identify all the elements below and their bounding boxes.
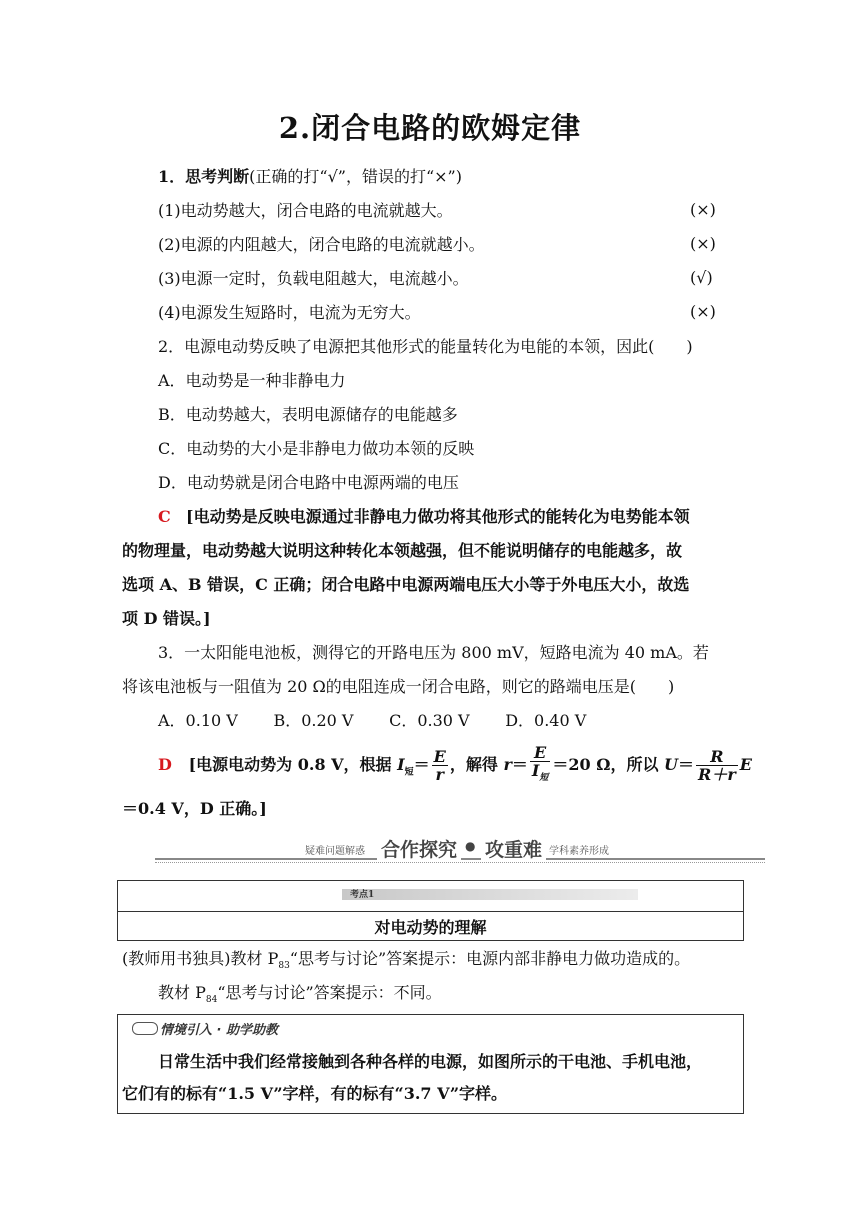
- frac-den-sub: 短: [539, 773, 549, 784]
- q1-instruction: (正确的打“√”，错误的打“×”): [249, 167, 462, 186]
- banner-rule-dotted: [155, 862, 765, 863]
- q3-options: [158, 710, 586, 732]
- var-i: I: [397, 755, 405, 775]
- q3-option-a: A．0.10 V: [158, 711, 238, 730]
- scenario-header: 情境引入 · 助学助教: [160, 1023, 278, 1038]
- frac-num-r: R: [696, 748, 738, 766]
- banner-right-text: 学科素养形成: [545, 842, 613, 857]
- q1-mark-3: (√): [690, 268, 713, 287]
- q3-explain-c: ＝20 Ω，所以: [552, 755, 665, 775]
- section-banner: [155, 836, 765, 866]
- scenario-line-2: 它们有的标有“1.5 V”字样，有的标有“3.7 V”字样。: [122, 1084, 508, 1103]
- tag-bar: [342, 889, 638, 900]
- chevron-right-icon: ●: [461, 839, 479, 853]
- box-divider: [118, 911, 743, 912]
- q3-stem-2: 将该电池板与一阻值为 20 Ω的电阻连成一闭合电路，则它的路端电压是( ): [122, 677, 675, 696]
- fraction-r-over-rr: [696, 748, 738, 783]
- q1-item-4: (4)电源发生短路时，电流为无穷大。: [158, 303, 421, 322]
- teacher-note-2b: “思考与讨论”答案提示：不同。: [217, 983, 442, 1002]
- key-point-tag: 考点1: [350, 890, 375, 900]
- banner-main-1: 合作探究: [377, 835, 461, 862]
- q2-answer: C: [158, 507, 171, 526]
- q3-stem-1: 3．一太阳能电池板，测得它的开路电压为 800 mV，短路电流为 40 mA。若: [158, 643, 709, 662]
- teacher-note-2: [158, 982, 442, 1011]
- key-point-heading: 对电动势的理解: [374, 918, 487, 937]
- q1-item-3: (3)电源一定时，负载电阻越大，电流越小。: [158, 269, 469, 288]
- q2-option-d: D．电动势就是闭合电路中电源两端的电压: [158, 473, 459, 492]
- banner-main-2: 攻重难: [481, 835, 546, 862]
- frac-den-i: I: [531, 761, 540, 780]
- q1-item-1: (1)电动势越大，闭合电路的电流就越大。: [158, 201, 453, 220]
- q3-option-b: B．0.20 V: [273, 711, 354, 730]
- frac-num-e: E: [433, 747, 446, 767]
- teacher-note-1b: “思考与讨论”答案提示：电源内部非静电力做功造成的。: [289, 949, 691, 968]
- frac-den-ishort: [530, 762, 551, 787]
- q3-option-d: D．0.40 V: [505, 711, 587, 730]
- fraction-e-over-r: [432, 748, 448, 783]
- q3-explain-a: [电源电动势为 0.8 V，根据: [188, 755, 398, 775]
- teacher-note-1-page: 83: [278, 961, 290, 972]
- teacher-note-1a: (教师用书独具)教材 P: [122, 949, 279, 968]
- q1-item-2: (2)电源的内阻越大，闭合电路的电流就越小。: [158, 235, 485, 254]
- q2-explain-4: 项 D 错误。]: [122, 609, 211, 628]
- frac-den-rr: R＋r: [698, 765, 736, 785]
- q2-explain-3: 选项 A、B 错误，C 正确；闭合电路中电源两端电压大小等于外电压大小，故选: [122, 575, 690, 594]
- q2-explain-1: [158, 506, 690, 528]
- teacher-note-2a: 教材 P: [158, 983, 206, 1002]
- sub-short: 短: [404, 767, 414, 778]
- q1-mark-2: (×): [690, 234, 716, 253]
- var-r: r: [503, 755, 512, 775]
- q3-explain: [158, 744, 752, 790]
- eq-sign-2: ＝: [511, 755, 528, 775]
- scenario-box: [117, 1014, 744, 1114]
- q3-explain-b: ，解得: [449, 755, 504, 775]
- q2-explain-text-1: [电动势是反映电源通过非静电力做功将其他形式的能转化为电势能本领: [186, 507, 690, 526]
- q2-stem: 2．电源电动势反映了电源把其他形式的能量转化为电能的本领，因此( ): [158, 337, 693, 356]
- q1-prompt: [158, 166, 462, 188]
- teacher-note-2-page: 84: [205, 995, 218, 1006]
- banner-left-text: 疑难问题解惑: [301, 842, 369, 857]
- fraction-e-over-ishort: [530, 744, 551, 787]
- eq-sign-3: ＝: [678, 755, 695, 775]
- frac-den-r: r: [435, 765, 444, 785]
- q3-answer: D: [158, 755, 172, 775]
- q1-number: 1．: [158, 167, 186, 186]
- scenario-line-1: 日常生活中我们经常接触到各种各样的电源，如图所示的干电池、手机电池，: [158, 1052, 703, 1071]
- frac-num-e-2: E: [530, 744, 551, 762]
- eq-sign: ＝: [413, 755, 430, 775]
- teacher-note-1: [122, 948, 690, 977]
- var-u: U: [664, 755, 678, 775]
- q1-heading: 思考判断: [185, 167, 250, 186]
- q2-option-a: A．电动势是一种非静电力: [158, 371, 346, 390]
- q1-mark-4: (×): [690, 302, 716, 321]
- var-e: E: [739, 755, 752, 775]
- q3-option-c: C．0.30 V: [389, 711, 470, 730]
- hand-icon: [132, 1022, 158, 1035]
- q2-option-b: B．电动势越大，表明电源储存的电能越多: [158, 405, 458, 424]
- q1-mark-1: (×): [690, 200, 716, 219]
- page-title: 2.闭合电路的欧姆定律: [278, 111, 582, 145]
- key-point-box: [117, 880, 744, 941]
- q2-option-c: C．电动势的大小是非静电力做功本领的反映: [158, 439, 475, 458]
- q2-explain-2: 的物理量，电动势越大说明这种转化本领越强，但不能说明储存的电能越多，故: [122, 541, 683, 560]
- q3-explain-last: ＝0.4 V，D 正确。]: [122, 799, 267, 818]
